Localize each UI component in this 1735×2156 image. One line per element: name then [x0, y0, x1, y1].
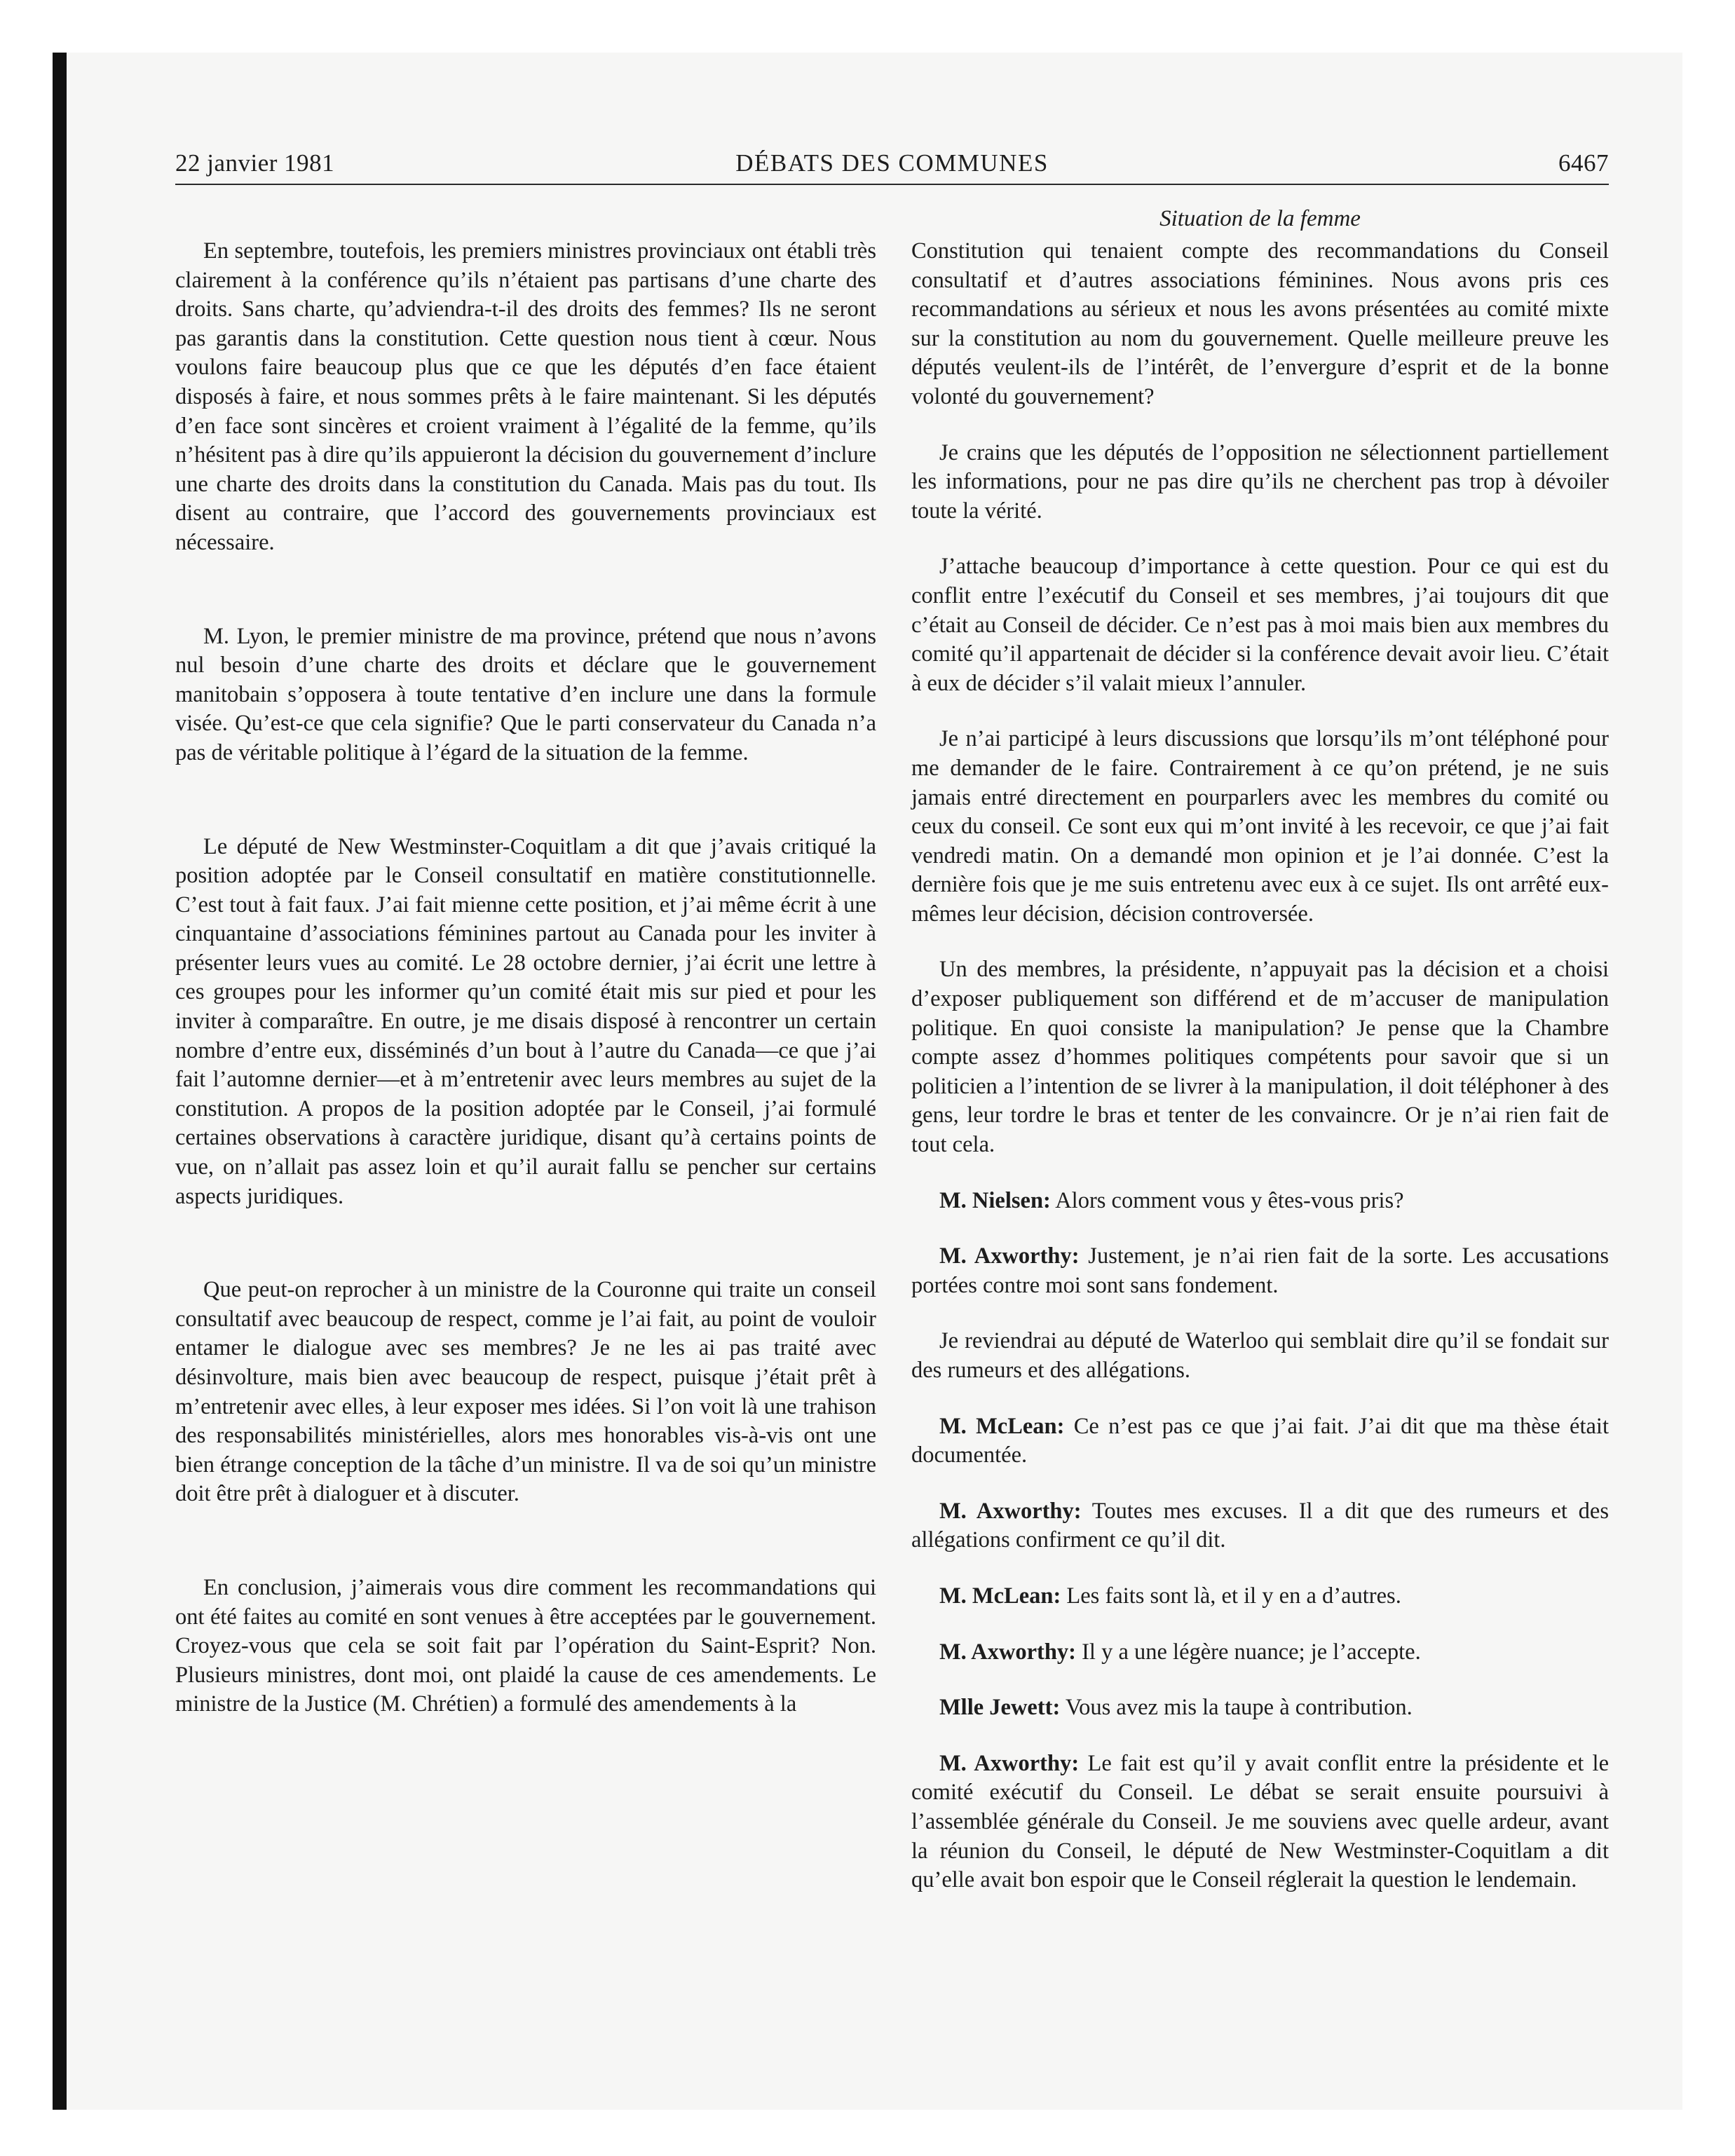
speech-turn	[911, 1693, 1609, 1723]
speech-text: Justement, je n’ai rien fait de la sorte. Les accusations portées contre moi sont sans fondement.	[911, 1243, 1609, 1298]
speech-turn	[911, 1327, 1609, 1385]
paragraph: Le député de New Westminster-Coquitlam a dit que j’avais critiqué la position adoptée par le Conseil consultatif en matière constitutionnelle. C’est tout à fait faux. J’ai fait mienne cette position, et j’ai même écrit à une cinquantaine d’associations féminines partout au Canada pour les inviter à présenter leurs vues au comité. Le 28 octobre dernier, j’ai écrit une lettre à ces groupes pour les informer qu’un comité était mis sur pied et pour les inviter à comparaître. En outre, je me disais disposé à rencontrer un certain nombre d’entre eux, disséminés d’un bout à l’autre du Canada—ce que j’ai fait l’automne dernier—et à m’entretenir avec leurs membres au sujet de la constitution. A propos de la position adoptée par le Conseil, j’ai formulé certaines observations à caractère juridique, disant qu’à certains points de vue, on n’allait pas assez loin et qu’il aurait fallu se pencher sur certains aspects juridiques.	[175, 833, 876, 1209]
header-rule	[175, 184, 1609, 185]
paragraph: Je crains que les députés de l’opposition ne sélectionnent partiellement les informations, pour ne pas dire qu’ils ne cherchent pas trop à dévoiler toute la vérité.	[911, 439, 1609, 524]
speech-turn	[911, 1582, 1609, 1611]
speech-text: Il y a une légère nuance; je l’accepte.	[1075, 1639, 1421, 1665]
speech-text: Alors comment vous y êtes-vous pris?	[1050, 1187, 1404, 1213]
speech-text: Ce n’est pas ce que j’ai fait. J’ai dit que ma thèse était documentée.	[911, 1413, 1609, 1468]
paragraph: J’attache beaucoup d’importance à cette question. Pour ce qui est du conflit entre l’exécutif du Conseil et ses membres, j’ai toujours dit que c’était au Conseil de décider. Ce n’est pas à moi mais bien aux membres du comité qu’il appartenait de décider si la conférence devait avoir lieu. C’était à eux de décider s’il valait mieux l’annuler.	[911, 554, 1609, 696]
running-header	[175, 146, 1609, 181]
paragraph: M. Lyon, le premier ministre de ma province, prétend que nous n’avons nul besoin d’une charte des droits et déclare que le gouvernement manitobain s’opposera à toute tentative d’en inclure une dans la formule visée. Qu’est-ce que cela signifie? Que le parti conservateur du Canada n’a pas de véritable politique à l’égard de la situation de la femme.	[175, 623, 876, 765]
speaker-name: M. Nielsen:	[939, 1187, 1051, 1213]
speech-turn	[911, 1242, 1609, 1300]
speaker-name: M. Axworthy:	[939, 1243, 1080, 1269]
section-heading: Situation de la femme	[1159, 206, 1361, 231]
speaker-name: M. Axworthy:	[939, 1750, 1080, 1776]
speaker-name: M. Axworthy:	[939, 1639, 1076, 1665]
speaker-name: Mlle Jewett:	[939, 1695, 1061, 1721]
paragraph: En conclusion, j’aimerais vous dire comment les recommandations qui ont été faites au comité en sont venues à être acceptées par le gouvernement. Croyez-vous que cela se soit fait par l’opération du Saint-Esprit? Non. Plusieurs ministres, dont moi, ont plaidé la cause de ces amendements. Le ministre de la Justice (M. Chrétien) a formulé des amendements à la	[175, 1574, 876, 1717]
header-title: DÉBATS DES COMMUNES	[735, 149, 1049, 177]
speech-text: Toutes mes excuses. Il a dit que des rumeurs et des allégations confirment ce qu’il dit.	[911, 1498, 1609, 1553]
paragraph: En septembre, toutefois, les premiers ministres provinciaux ont établi très clairement à la conférence qu’ils n’étaient pas partisans d’une charte des droits. Sans charte, qu’adviendra-t-il des droits des femmes? Ils ne seront pas garantis dans la constitution. Cette question nous tient à cœur. Nous voulons faire beaucoup plus que ce que les députés d’en face étaient disposés à faire, et nous sommes prêts à le faire maintenant. Si les députés d’en face sont sincères et croient vraiment à l’égalité de la femme, qu’ils n’hésitent pas à dire qu’ils appuieront la décision du gouvernement d’inclure une charte des droits dans la constitution du Canada. Mais pas du tout. Ils disent au contraire, que l’accord des gouvernements provinciaux est nécessaire.	[175, 238, 876, 555]
speech-turn	[911, 1638, 1609, 1667]
paragraph: Un des membres, la présidente, n’appuyait pas la décision et a choisi d’exposer publiquement son différend et de m’accuser de manipulation politique. En quoi consiste la manipulation? Je pense que la Chambre compte assez d’hommes politiques compétents pour savoir que si un politicien a l’intention de se livrer à la manipulation, il doit téléphoner à des gens, leur tordre le bras et tenter de les convaincre. Or je n’ai rien fait de tout cela.	[911, 957, 1609, 1158]
speech-turn	[911, 1749, 1609, 1895]
left-column	[175, 237, 876, 1719]
right-column	[911, 237, 1609, 1895]
scan-binding-edge	[53, 53, 67, 2110]
speech-turn	[911, 1497, 1609, 1555]
speaker-name: M. Axworthy:	[939, 1498, 1082, 1524]
speech-text: Le fait est qu’il y avait conflit entre la présidente et le comité exécutif du Conseil. Le débat se serait ensuite poursuivi à l’assemblée générale du Conseil. Je me souviens avec quelle ardeur, avant la réunion du Conseil, le député de New Westminster-Coquitlam a dit qu’elle avait bon espoir que le Conseil réglerait la question le lendemain.	[911, 1750, 1610, 1893]
speaker-name: M. McLean:	[939, 1583, 1061, 1609]
speech-text: Vous avez mis la taupe à contribution.	[1060, 1695, 1413, 1721]
speech-text: Je reviendrai au député de Waterloo qui semblait dire qu’il se fondait sur des rumeurs et des allégations.	[911, 1328, 1609, 1383]
header-date: 22 janvier 1981	[175, 149, 335, 177]
speaker-name: M. McLean:	[939, 1413, 1065, 1439]
speech-text: Les faits sont là, et il y en a d’autres.	[1061, 1583, 1401, 1609]
header-page-number: 6467	[1558, 149, 1609, 177]
paragraph: Je n’ai participé à leurs discussions que lorsqu’ils m’ont téléphoné pour me demander de le faire. Contrairement à ce qu’on prétend, je ne suis jamais entré directement en pourparlers avec les membres du comité ou ceux du conseil. Ce sont eux qui m’ont invité à les recevoir, ce que j’ai fait vendredi matin. On a demandé mon opinion et je l’ai donnée. C’est la dernière fois que je me suis entretenu avec eux à ce sujet. Ils ont arrêté eux-mêmes leur décision, décision controversée.	[911, 726, 1609, 927]
paragraph: Que peut-on reprocher à un ministre de la Couronne qui traite un conseil consultatif avec beaucoup de respect, comme je l’ai fait, au point de vouloir entamer le dialogue avec ses membres? Je ne les ai pas traité avec désinvolture, mais bien avec beaucoup de respect, puisque j’était prêt à m’entretenir avec elles, à leur exposer mes idées. Si l’on voit là une trahison des responsabilités ministérielles, alors mes honorables vis-à-vis ont une bien étrange conception de la tâche d’un ministre. Il va de soi qu’un ministre doit être prêt à dialoguer et à discuter.	[175, 1277, 876, 1507]
paragraph-continuation: Constitution qui tenaient compte des recommandations du Conseil consultatif et d’autres associations féminines. Nous avons pris ces recommandations au sérieux et nous les avons présentées au comité mixte sur la constitution au nom du gouvernement. Quelle meilleure preuve les députés veulent-ils de l’intérêt, de l’envergure d’esprit et de la bonne volonté du gouvernement?	[911, 238, 1609, 409]
speech-turn	[911, 1187, 1609, 1216]
speech-turn	[911, 1412, 1609, 1471]
